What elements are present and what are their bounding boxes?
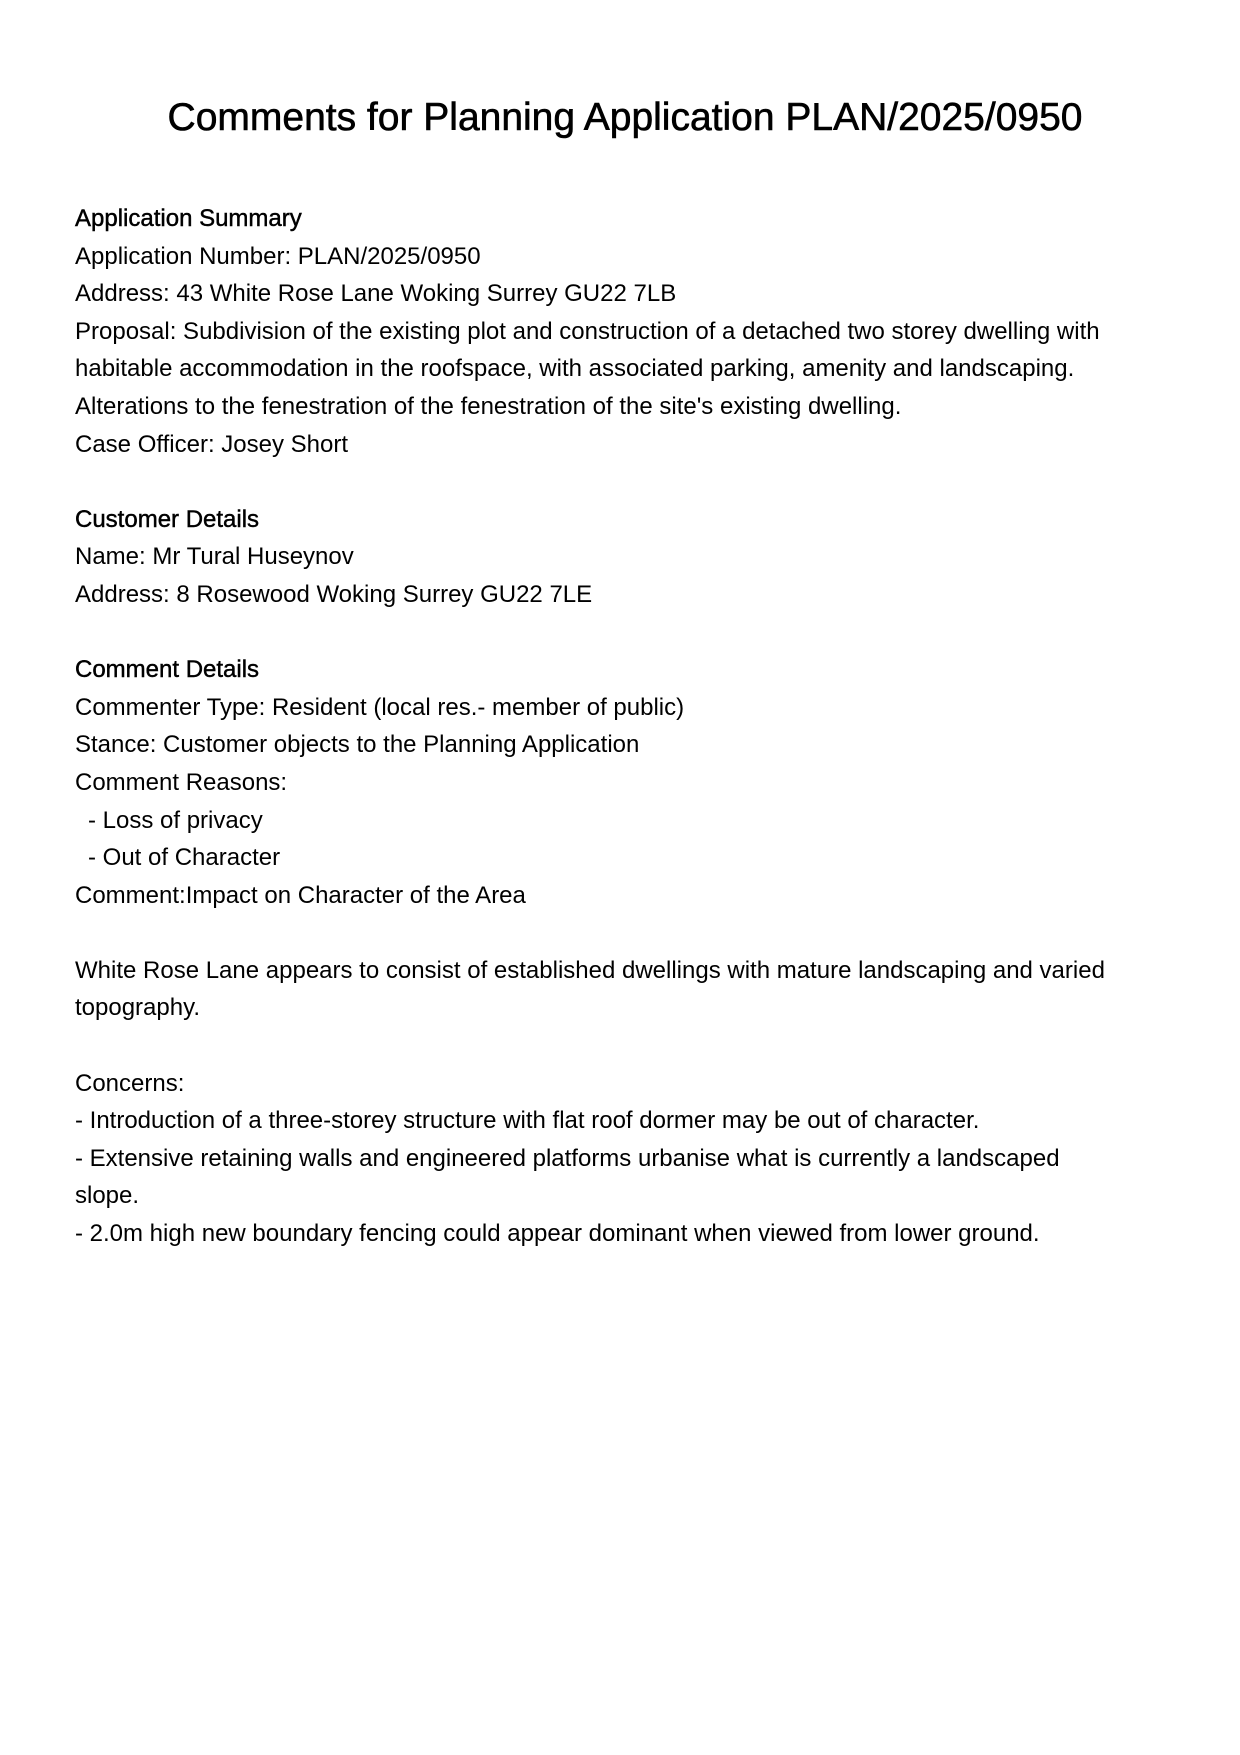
commenter-type: Commenter Type: Resident (local res.- member of public) bbox=[75, 693, 685, 721]
customer-address: Address: 8 Rosewood Woking Surrey GU22 7LE bbox=[75, 580, 593, 608]
application-summary-section bbox=[75, 200, 1175, 463]
paragraph-spacer bbox=[75, 1027, 1175, 1065]
concern-item-3: - 2.0m high new boundary fencing could appear dominant when viewed from lower ground. bbox=[75, 1220, 1040, 1248]
page-title: Comments for Planning Application PLAN/2025/0950 bbox=[167, 96, 1083, 139]
concern-item-1: - Introduction of a three-storey structure with flat roof dormer may be out of character. bbox=[75, 1107, 980, 1135]
customer-name: Name: Mr Tural Huseynov bbox=[75, 543, 354, 571]
stance: Stance: Customer objects to the Planning Application bbox=[75, 731, 640, 759]
concerns-label: Concerns: bbox=[75, 1069, 185, 1097]
concern-item-2-line-2: slope. bbox=[75, 1182, 140, 1210]
paragraph-spacer bbox=[75, 914, 1175, 952]
application-number: Application Number: PLAN/2025/0950 bbox=[75, 242, 481, 270]
comment-reasons-label: Comment Reasons: bbox=[75, 768, 288, 796]
comment-intro: Comment:Impact on Character of the Area bbox=[75, 881, 526, 909]
comment-reason-item: - Loss of privacy bbox=[88, 806, 263, 834]
concern-item-2-line-1: - Extensive retaining walls and engineered platforms urbanise what is currently a landscaped bbox=[75, 1144, 1060, 1172]
section-spacer bbox=[75, 614, 1175, 652]
section-spacer bbox=[75, 463, 1175, 501]
comment-paragraph-line-2: topography. bbox=[75, 994, 200, 1022]
document-body bbox=[75, 200, 1175, 1253]
customer-details-heading: Customer Details bbox=[75, 505, 260, 533]
application-address: Address: 43 White Rose Lane Woking Surrey GU22 7LB bbox=[75, 280, 677, 308]
proposal-line-3: Alterations to the fenestration of the fenestration of the site's existing dwelling. bbox=[75, 392, 902, 420]
application-summary-heading: Application Summary bbox=[75, 205, 302, 232]
proposal-line-1: Proposal: Subdivision of the existing plot and construction of a detached two storey dwelling with bbox=[75, 317, 1100, 345]
case-officer: Case Officer: Josey Short bbox=[75, 430, 348, 458]
comment-reason-item: - Out of Character bbox=[88, 844, 281, 872]
comment-details-section bbox=[75, 651, 1175, 1253]
proposal-line-2: habitable accommodation in the roofspace, with associated parking, amenity and landscaping. bbox=[75, 355, 1075, 383]
customer-details-section bbox=[75, 501, 1175, 614]
comment-details-heading: Comment Details bbox=[75, 656, 260, 684]
comment-paragraph-line-1: White Rose Lane appears to consist of established dwellings with mature landscaping and varied bbox=[75, 956, 1105, 984]
